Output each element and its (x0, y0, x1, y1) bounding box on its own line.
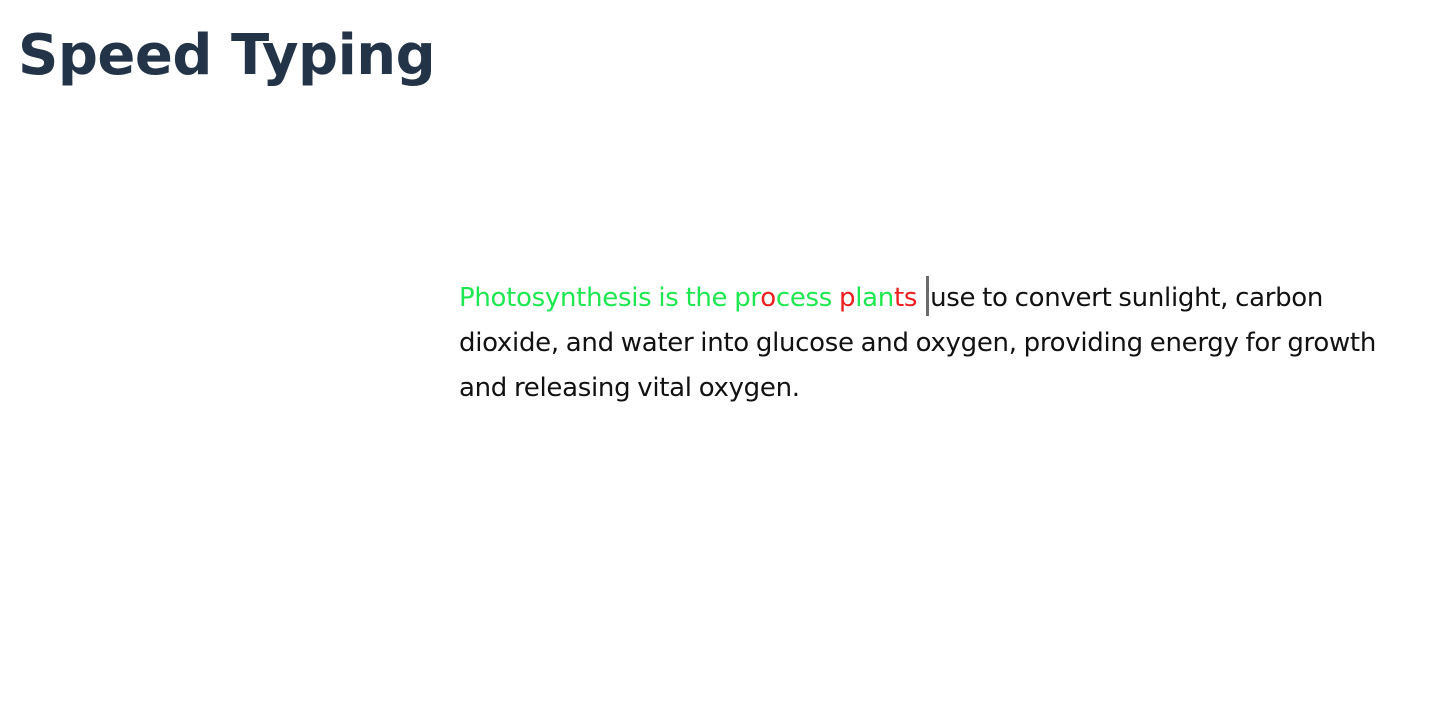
typing-text-area[interactable] (459, 276, 1379, 411)
text-caret (926, 276, 929, 316)
typed-segment-incorrect: ts (893, 283, 925, 313)
typed-segment-incorrect: o (760, 283, 776, 313)
typed-segment-correct: Photosynthesis is the pr (459, 283, 761, 313)
typed-segment-incorrect: p (838, 283, 856, 313)
remaining-text: use to convert sunlight, carbon dioxide, and water into glucose and oxygen, providing energy for growth and releasing vital oxygen. (459, 283, 1377, 403)
typed-segment-correct: cess (775, 283, 839, 313)
page-title: Speed Typing (18, 23, 436, 88)
typed-segment-correct: lan (855, 283, 894, 313)
